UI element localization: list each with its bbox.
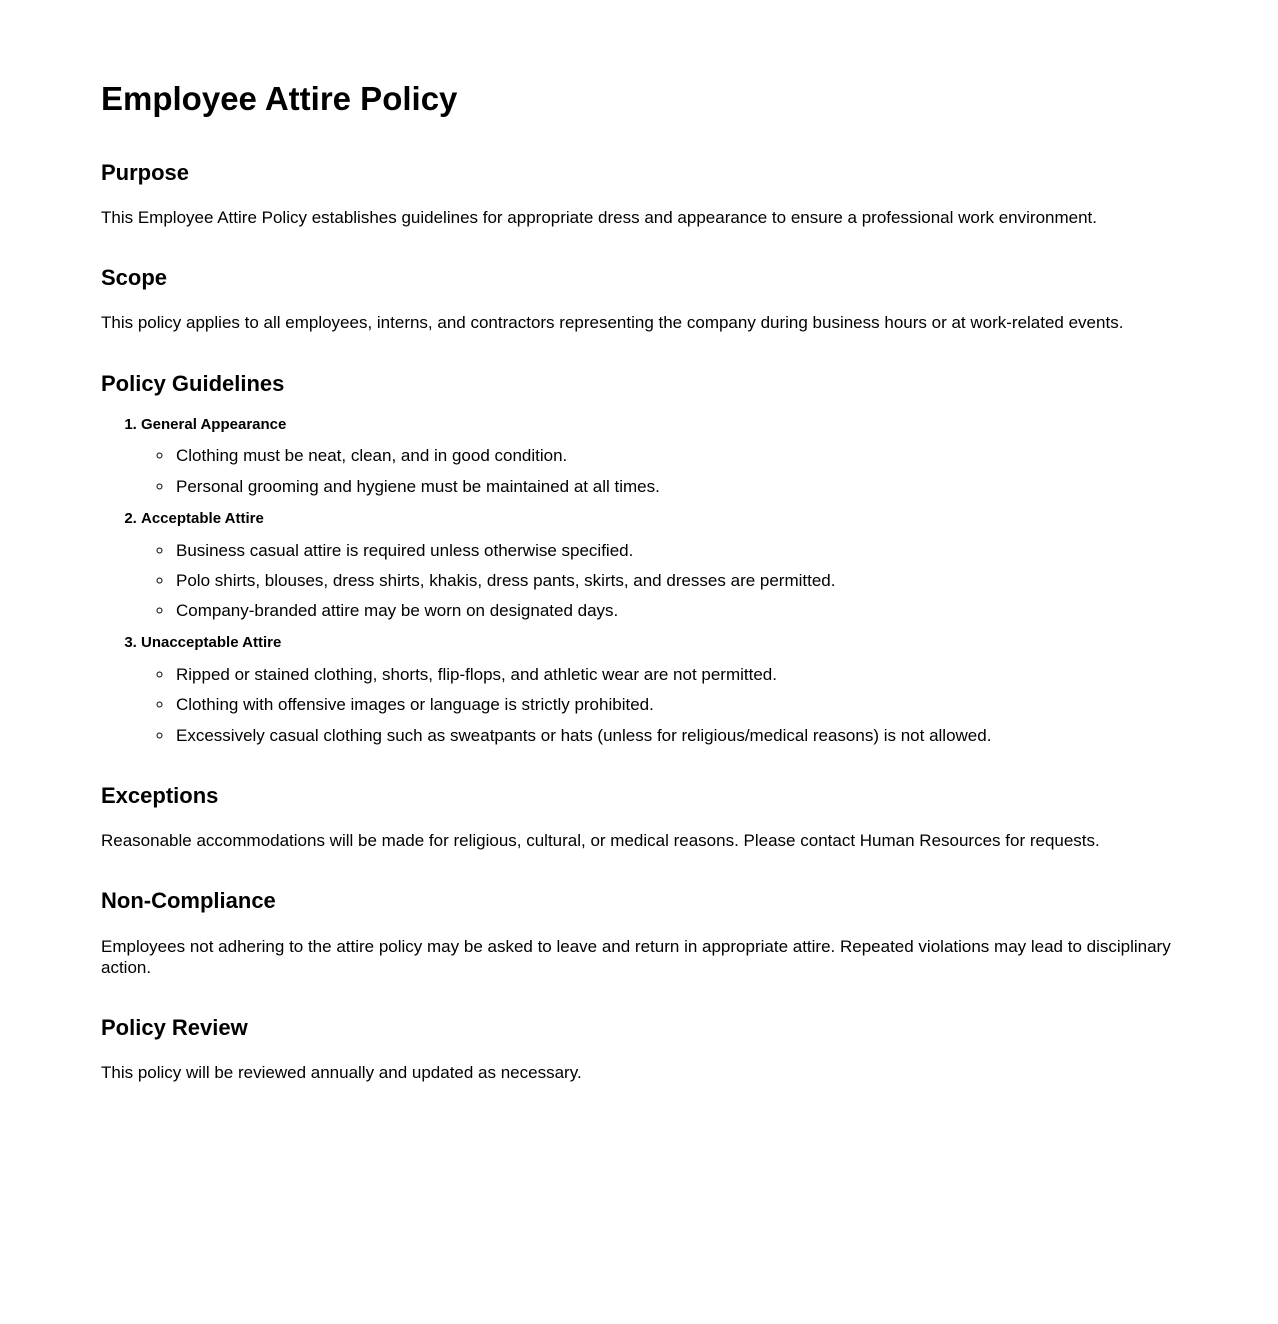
section-paragraph-exceptions: Reasonable accommodations will be made for religious, cultural, or medical reasons. Please contact Human Resources for requests. [101, 831, 1100, 851]
section-paragraph-purpose: This Employee Attire Policy establishes guidelines for appropriate dress and appearance to ensure a professional work environment. [101, 207, 1097, 227]
guideline-bullets-unacceptable-attire [141, 664, 1178, 746]
section-purpose [101, 161, 1178, 228]
section-heading-scope: Scope [101, 265, 168, 291]
guideline-title-unacceptable-attire: Unacceptable Attire [141, 634, 282, 652]
section-heading-policy-guidelines: Policy Guidelines [101, 370, 285, 396]
policy-guidelines-list [101, 416, 1178, 746]
page-title: Employee Attire Policy [101, 80, 458, 117]
section-heading-exceptions: Exceptions [101, 782, 219, 808]
list-item: ◦ Clothing must be neat, clean, and in good condition. [174, 445, 1178, 466]
guideline-bullets-general-appearance [141, 445, 1178, 497]
page-bottom-spacer [101, 1084, 1178, 1324]
list-item: ◦ Ripped or stained clothing, shorts, flip-flops, and athletic wear are not permitted. [174, 664, 1178, 685]
section-heading-purpose: Purpose [101, 159, 190, 185]
section-paragraph-non-compliance: Employees not adhering to the attire policy may be asked to leave and return in appropriate attire. Repeated violations may lead to disciplinary action. [101, 936, 1171, 977]
section-heading-non-compliance: Non-Compliance [101, 888, 276, 914]
section-exceptions [101, 784, 1178, 851]
list-item: ◦ Excessively casual clothing such as sweatpants or hats (unless for religious/medical reasons) is not allowed. [174, 725, 1178, 746]
list-item [141, 510, 1178, 622]
section-policy-guidelines [101, 372, 1178, 746]
list-item: ◦ Clothing with offensive images or language is strictly prohibited. [174, 694, 1178, 715]
list-item [141, 634, 1178, 746]
list-item: ◦ Business casual attire is required unless otherwise specified. [174, 540, 1178, 561]
list-item: ◦ Company-branded attire may be worn on designated days. [174, 600, 1178, 621]
guideline-title-general-appearance: General Appearance [141, 415, 287, 433]
section-paragraph-scope: This policy applies to all employees, interns, and contractors representing the company during business hours or at work-related events. [101, 313, 1124, 333]
section-paragraph-policy-review: This policy will be reviewed annually and updated as necessary. [101, 1063, 582, 1083]
list-item: ◦ Polo shirts, blouses, dress shirts, khakis, dress pants, skirts, and dresses are permitted. [174, 570, 1178, 591]
section-policy-review [101, 1016, 1178, 1083]
guideline-bullets-acceptable-attire [141, 540, 1178, 622]
guideline-title-acceptable-attire: Acceptable Attire [141, 509, 264, 527]
section-heading-policy-review: Policy Review [101, 1015, 248, 1041]
list-item: ◦ Personal grooming and hygiene must be maintained at all times. [174, 476, 1178, 497]
section-non-compliance [101, 889, 1178, 978]
section-scope [101, 266, 1178, 333]
list-item [141, 416, 1178, 497]
